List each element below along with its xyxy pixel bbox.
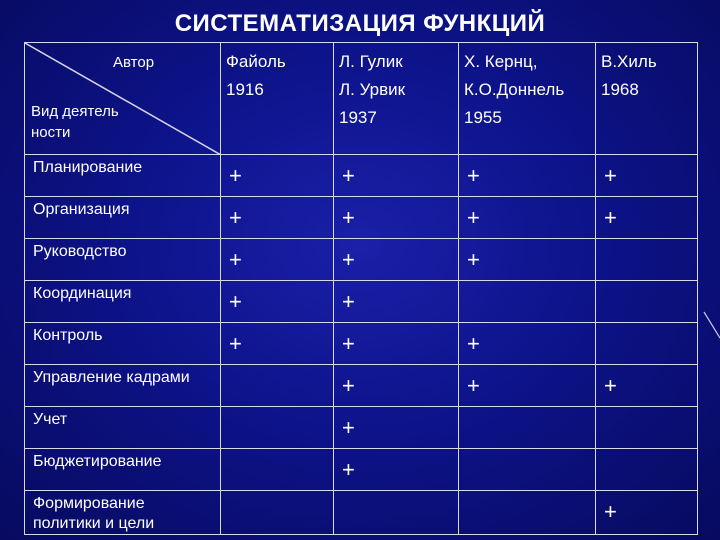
mark-cell: + — [596, 365, 698, 407]
mark-cell: + — [221, 281, 334, 323]
mark-cell: + — [596, 491, 698, 535]
function-label: Учет — [25, 407, 221, 449]
mark-cell — [459, 281, 596, 323]
mark-cell: + — [459, 239, 596, 281]
mark-cell: + — [596, 155, 698, 197]
table-row — [25, 491, 698, 535]
mark-cell: + — [334, 281, 459, 323]
mark-cell: + — [334, 155, 459, 197]
function-label: Бюджетирование — [25, 449, 221, 491]
mark-cell: + — [334, 407, 459, 449]
function-label: Формирование политики и цели — [25, 491, 221, 535]
function-label: Организация — [25, 197, 221, 239]
mark-cell — [221, 407, 334, 449]
mark-cell: + — [459, 323, 596, 365]
mark-cell: + — [459, 365, 596, 407]
author-fayol: Файоль 1916 — [221, 43, 334, 155]
mark-cell: + — [459, 155, 596, 197]
table-row — [25, 365, 698, 407]
mark-cell — [221, 449, 334, 491]
mark-cell: + — [221, 155, 334, 197]
mark-cell: + — [221, 323, 334, 365]
mark-cell: + — [334, 323, 459, 365]
mark-cell — [596, 239, 698, 281]
mark-cell — [221, 491, 334, 535]
function-label: Координация — [25, 281, 221, 323]
mark-cell: + — [334, 197, 459, 239]
mark-cell: + — [221, 197, 334, 239]
mark-cell — [596, 449, 698, 491]
function-label: Руководство — [25, 239, 221, 281]
author-koontz-odonnell: Х. Кернц, К.О.Доннель 1955 — [459, 43, 596, 155]
table-row — [25, 155, 698, 197]
corner-header-cell — [25, 43, 221, 155]
table-row — [25, 449, 698, 491]
function-label: Управление кадрами — [25, 365, 221, 407]
table-row — [25, 239, 698, 281]
mark-cell: + — [334, 449, 459, 491]
mark-cell: + — [459, 197, 596, 239]
table-row — [25, 281, 698, 323]
slide-title: СИСТЕМАТИЗАЦИЯ ФУНКЦИЙ — [174, 10, 546, 37]
mark-cell: + — [596, 197, 698, 239]
table-row — [25, 407, 698, 449]
table-row — [25, 323, 698, 365]
mark-cell: + — [334, 239, 459, 281]
mark-cell: + — [221, 239, 334, 281]
author-hill: В.Хиль 1968 — [596, 43, 698, 155]
table-row — [25, 197, 698, 239]
author-gulick-urwick: Л. Гулик Л. Урвик 1937 — [334, 43, 459, 155]
mark-cell — [334, 491, 459, 535]
mark-cell: + — [334, 365, 459, 407]
mark-cell — [596, 323, 698, 365]
mark-cell — [596, 281, 698, 323]
functions-table — [24, 42, 698, 535]
mark-cell — [221, 365, 334, 407]
mark-cell — [459, 407, 596, 449]
mark-cell — [459, 449, 596, 491]
activity-header-label: Вид деятель ности — [31, 103, 119, 141]
decorative-line — [700, 310, 720, 340]
function-label: Контроль — [25, 323, 221, 365]
function-label: Планирование — [25, 155, 221, 197]
mark-cell — [459, 491, 596, 535]
mark-cell — [596, 407, 698, 449]
author-header-label: Автор — [113, 54, 155, 71]
header-row — [25, 43, 698, 155]
